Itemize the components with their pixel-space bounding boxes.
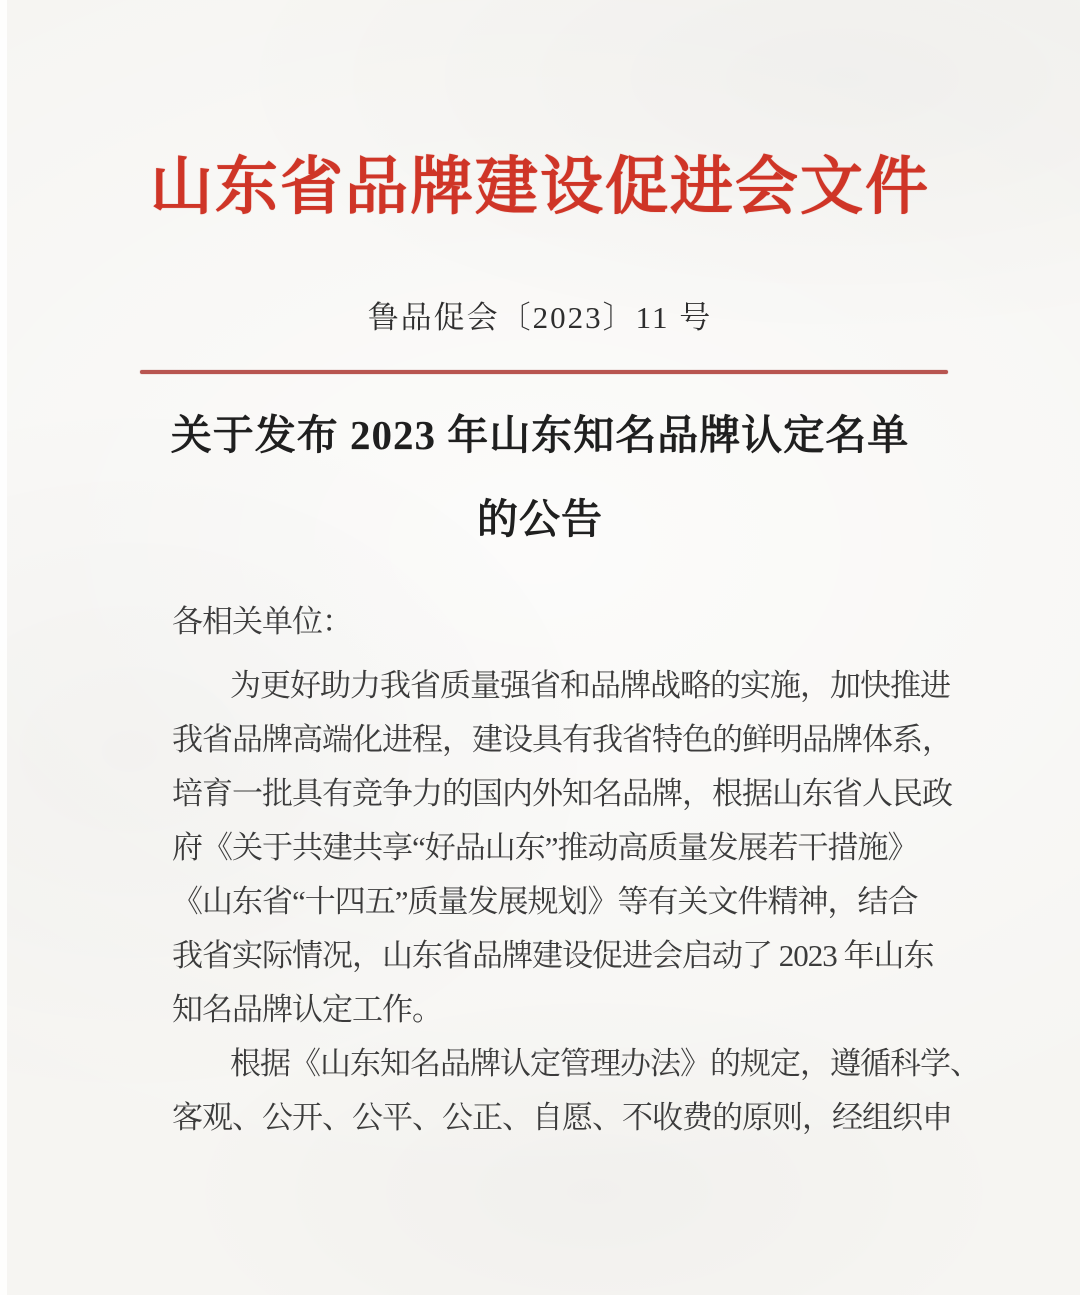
notice-body [172,595,980,1145]
notice-title-line-2: 的公告 [477,496,603,542]
notice-title-line-1: 关于发布 2023 年山东知名品牌认定名单 [170,412,910,458]
body-line: 根据《山东知名品牌认定管理办法》的规定，遵循科学、 [230,1046,980,1081]
body-line: 培育一批具有竞争力的国内外知名品牌，根据山东省人民政 [172,776,952,811]
salutation: 各相关单位： [172,604,352,639]
body-line: 客观、公开、公平、公正、自愿、不收费的原则，经组织申 [172,1100,952,1135]
body-line: 《山东省“十四五”质量发展规划》等有关文件精神，结合 [172,884,918,919]
red-letterhead-org-title: 山东省品牌建设促进会文件 [150,152,930,222]
body-line: 知名品牌认定工作。 [172,992,442,1027]
body-line: 我省品牌高端化进程，建设具有我省特色的鲜明品牌体系， [172,722,952,757]
paragraph-1 [172,659,958,1037]
body-line: 我省实际情况，山东省品牌建设促进会启动了 2023 年山东 [172,938,934,973]
document-reference-number: 鲁品促会〔2023〕11 号 [367,300,713,335]
red-divider-rule [140,370,948,374]
paragraph-2 [172,1037,980,1145]
body-line: 府《关于共建共享“好品山东”推动高质量发展若干措施》 [172,830,918,865]
body-line: 为更好助力我省质量强省和品牌战略的实施，加快推进 [230,668,950,703]
